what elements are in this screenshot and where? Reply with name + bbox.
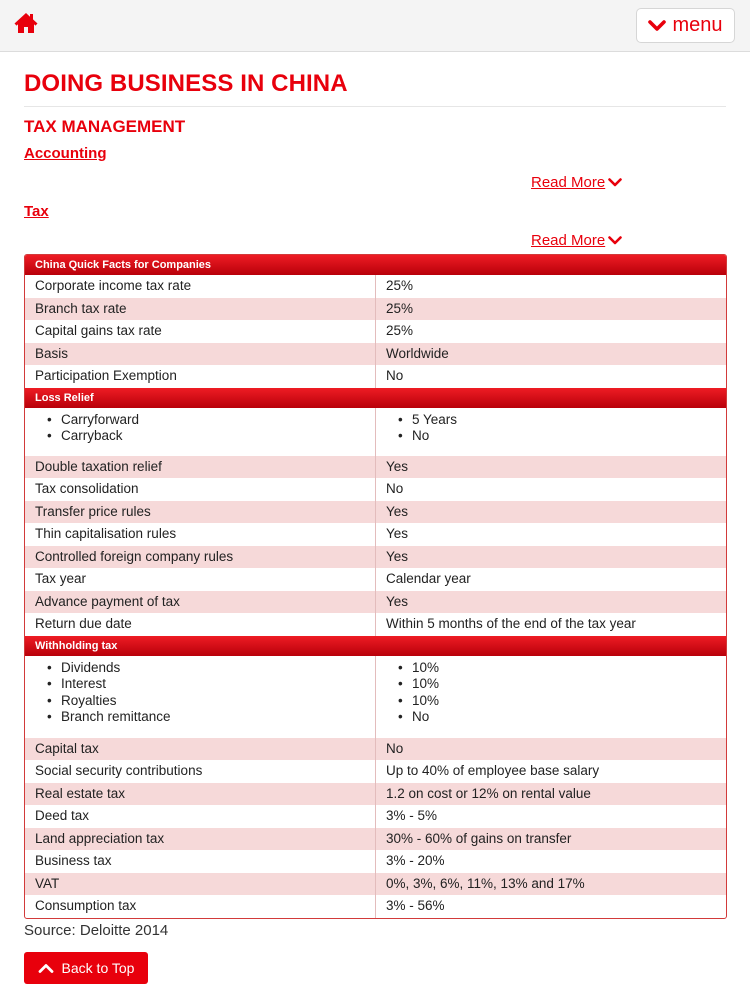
read-more-label: Read More (531, 174, 606, 191)
row-value: 30% - 60% of gains on transfer (376, 828, 727, 851)
row-value: Up to 40% of employee base salary (386, 763, 600, 779)
table-row (25, 873, 726, 896)
table-row (25, 805, 726, 828)
read-more-accounting[interactable] (531, 174, 622, 191)
row-value: Worldwide (376, 343, 727, 366)
list-item: • Dividends (61, 660, 365, 677)
read-more-tax[interactable] (531, 232, 622, 249)
table-row (25, 478, 726, 501)
list-item: • Interest (61, 676, 365, 693)
row-value: Yes (376, 456, 727, 479)
row-label: Social security contributions (25, 760, 376, 783)
chevron-up-icon (38, 962, 54, 974)
table-row (25, 456, 726, 479)
row-label: Double taxation relief (25, 456, 376, 479)
loss-relief-values (376, 408, 727, 456)
chevron-down-icon (608, 235, 622, 246)
table-row (25, 760, 726, 783)
tax-link[interactable]: Tax (24, 203, 49, 220)
row-label: Land appreciation tax (25, 828, 376, 851)
row-label: Controlled foreign company rules (25, 546, 376, 569)
table-row (25, 828, 726, 851)
table-header (25, 255, 726, 275)
row-value: No (386, 481, 404, 497)
row-value: 3% - 20% (386, 853, 445, 869)
read-more-label: Read More (531, 232, 606, 249)
table-row (25, 591, 726, 614)
withholding-values (376, 656, 727, 738)
row-label: Basis (25, 343, 376, 366)
source-note: Source: Deloitte 2014 (24, 922, 169, 939)
back-to-top-label: Back to Top (61, 960, 135, 976)
list-item: • Carryback (61, 428, 365, 445)
row-value: 1.2 on cost or 12% on rental value (376, 783, 727, 806)
table-row (25, 783, 726, 806)
row-label: Return due date (25, 613, 376, 636)
top-nav-bar (0, 0, 750, 52)
table-row (25, 298, 726, 321)
list-item: • 10% (412, 693, 716, 710)
back-to-top-button[interactable] (24, 952, 148, 984)
list-item: • 10% (412, 676, 716, 693)
table-row (25, 613, 726, 636)
row-label: Deed tax (25, 805, 376, 828)
row-value: Yes (376, 546, 727, 569)
table-row (25, 365, 726, 388)
row-value: Yes (386, 526, 409, 542)
row-value: 25% (376, 298, 727, 321)
row-label: Capital gains tax rate (25, 320, 376, 343)
table-row-loss-relief (25, 408, 726, 456)
chevron-down-icon (648, 19, 666, 33)
section-header-withholding-tax (25, 636, 726, 656)
table-title: China Quick Facts for Companies (25, 255, 726, 275)
row-value: 3% - 56% (386, 898, 445, 914)
accounting-link[interactable]: Accounting (24, 145, 107, 162)
row-value: 0%, 3%, 6%, 11%, 13% and 17% (376, 873, 727, 896)
loss-relief-items (25, 408, 376, 456)
page-title: DOING BUSINESS IN CHINA (24, 70, 348, 97)
table-row (25, 568, 726, 591)
list-item: • 5 Years (412, 412, 716, 429)
row-label: Consumption tax (25, 895, 376, 918)
chevron-down-icon (608, 177, 622, 188)
row-value: Within 5 months of the end of the tax year (386, 616, 636, 632)
row-label: Business tax (25, 850, 376, 873)
row-label: Advance payment of tax (25, 591, 376, 614)
table-row (25, 895, 726, 918)
row-label: Real estate tax (25, 783, 376, 806)
row-value: Calendar year (386, 571, 471, 587)
divider (24, 106, 726, 107)
list-item: • Carryforward (61, 412, 365, 429)
table-row (25, 343, 726, 366)
table-row (25, 738, 726, 761)
row-label: Capital tax (25, 738, 376, 761)
home-icon[interactable] (14, 12, 38, 34)
section-header-label: Withholding tax (25, 636, 726, 656)
row-value: Yes (376, 501, 727, 524)
section-header-loss-relief (25, 388, 726, 408)
list-item: • No (412, 709, 716, 726)
row-value: 3% - 5% (386, 808, 438, 824)
table-row (25, 850, 726, 873)
row-label: Corporate income tax rate (25, 275, 376, 298)
section-title: TAX MANAGEMENT (24, 117, 186, 136)
withholding-items (25, 656, 376, 738)
list-item: • 10% (412, 660, 716, 677)
row-value: No (386, 368, 404, 384)
table-row (25, 546, 726, 569)
section-header-label: Loss Relief (25, 388, 726, 408)
table-row-withholding-tax (25, 656, 726, 738)
table-row (25, 320, 726, 343)
row-label: Participation Exemption (25, 365, 376, 388)
row-label: Thin capitalisation rules (25, 523, 376, 546)
row-label: VAT (25, 873, 376, 896)
row-value: 25% (386, 278, 414, 294)
row-label: Tax year (25, 568, 376, 591)
row-label: Branch tax rate (25, 298, 376, 321)
table-row (25, 501, 726, 524)
list-item: • Royalties (61, 693, 365, 710)
table-row (25, 275, 726, 298)
row-label: Transfer price rules (25, 501, 376, 524)
china-quick-facts-table (24, 254, 727, 919)
row-value: No (376, 738, 727, 761)
menu-label: menu (672, 14, 723, 36)
list-item: • No (412, 428, 716, 445)
row-value: Yes (376, 591, 727, 614)
table-row (25, 523, 726, 546)
menu-button[interactable] (636, 8, 735, 43)
list-item: • Branch remittance (61, 709, 365, 726)
row-value: 25% (386, 323, 414, 339)
row-label: Tax consolidation (25, 478, 376, 501)
